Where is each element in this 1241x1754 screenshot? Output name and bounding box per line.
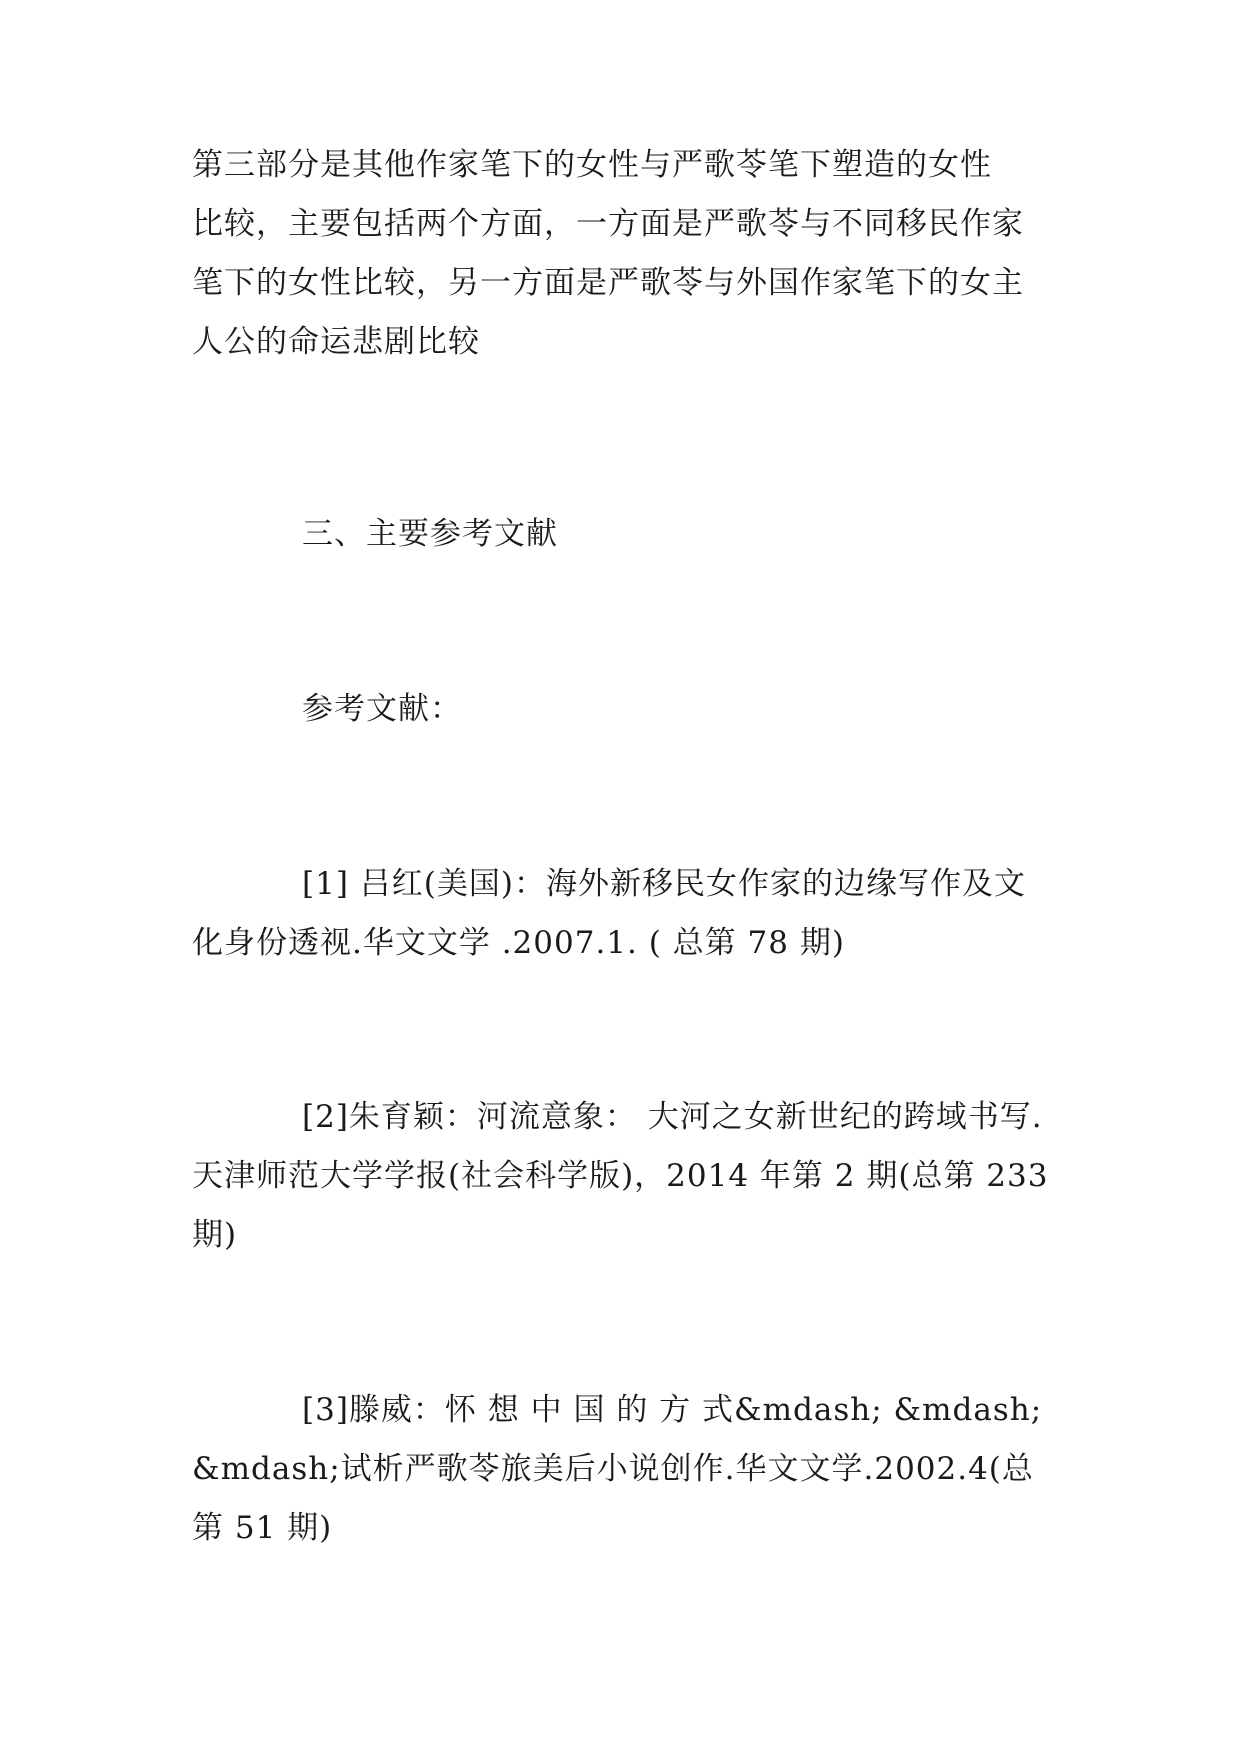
intro-line-3: 笔下的女性比较，另一方面是严歌苓与外国作家笔下的女主 xyxy=(192,265,1024,301)
references-label: 参考文献： xyxy=(302,691,462,727)
reference-1 xyxy=(192,855,1054,973)
reference-2-line-2: 天津师范大学学报(社会科学版)，2014 年第 2 期(总第 233 xyxy=(192,1158,1049,1194)
section-heading: 三、主要参考文献 xyxy=(302,516,558,552)
reference-3-line-1: [3]滕威：怀 想 中 国 的 方 式&mdash; &mdash; xyxy=(302,1392,1043,1428)
section-heading-paragraph xyxy=(192,505,1054,564)
reference-2-line-1: [2]朱育颖：河流意象： 大河之女新世纪的跨域书写. xyxy=(302,1099,1043,1135)
reference-3-line-3: 第 51 期) xyxy=(192,1510,333,1546)
intro-paragraph xyxy=(192,136,1054,372)
reference-2 xyxy=(192,1088,1054,1265)
intro-line-1: 第三部分是其他作家笔下的女性与严歌苓笔下塑造的女性 xyxy=(192,147,992,183)
reference-3-line-2: &mdash;试析严歌苓旅美后小说创作.华文文学.2002.4(总 xyxy=(192,1451,1034,1487)
reference-1-line-2: 化身份透视.华文文学 .2007.1. ( 总第 78 期) xyxy=(192,925,845,961)
intro-line-2: 比较，主要包括两个方面，一方面是严歌苓与不同移民作家 xyxy=(192,206,1024,242)
references-label-paragraph xyxy=(192,680,1054,739)
reference-1-line-1: [1] 吕红(美国)：海外新移民女作家的边缘写作及文 xyxy=(302,866,1026,902)
reference-2-line-3: 期) xyxy=(192,1217,238,1253)
intro-line-4: 人公的命运悲剧比较 xyxy=(192,324,480,360)
reference-3 xyxy=(192,1381,1054,1558)
